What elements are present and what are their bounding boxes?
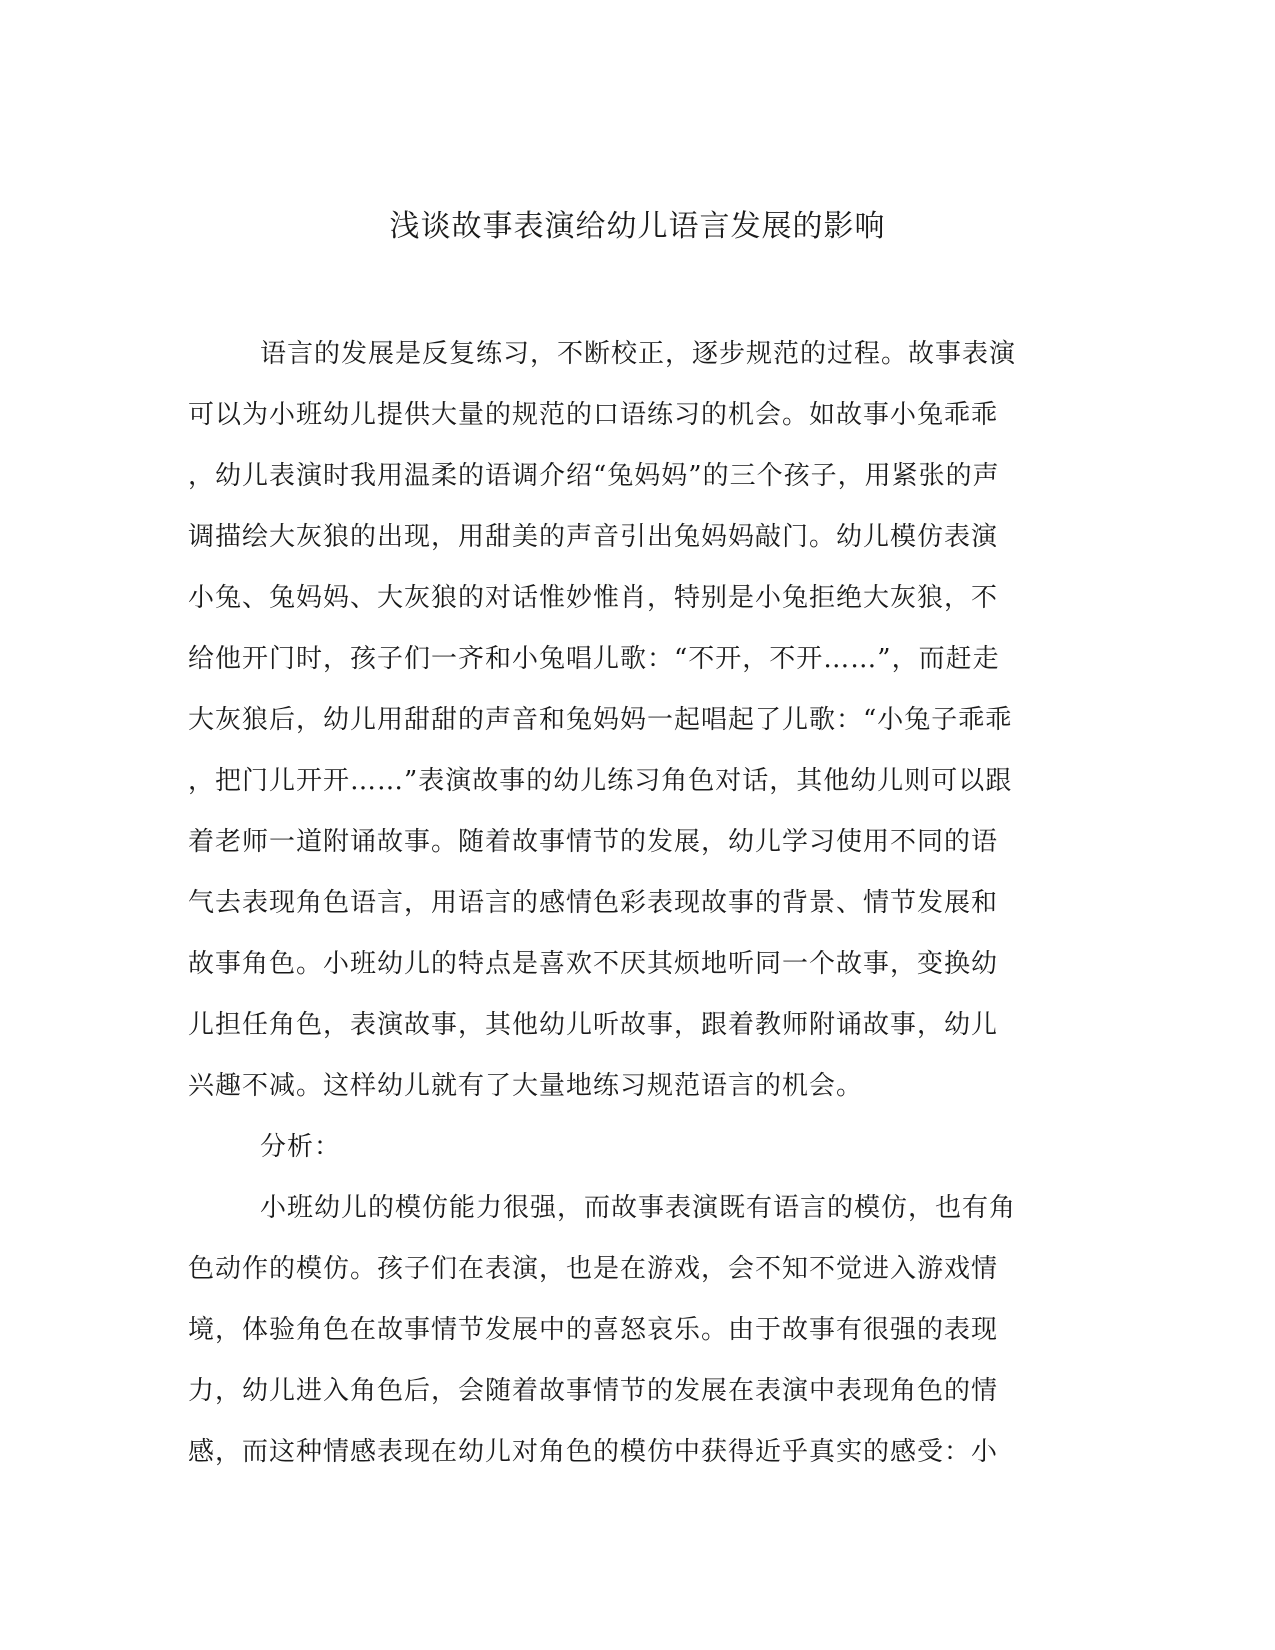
text-line: ，把门儿开开……”表演故事的幼儿练习角色对话，其他幼儿则可以跟 xyxy=(188,766,1013,796)
text-line: 兴趣不减。这样幼儿就有了大量地练习规范语言的机会。 xyxy=(188,1071,864,1101)
document-title: 浅谈故事表演给幼儿语言发展的影响 xyxy=(389,209,886,244)
text-line: 大灰狼后，幼儿用甜甜的声音和兔妈妈一起唱起了儿歌：“小兔子乖乖 xyxy=(188,705,1013,735)
text-line: 境，体验角色在故事情节发展中的喜怒哀乐。由于故事有很强的表现 xyxy=(188,1315,999,1345)
text-line: ，幼儿表演时我用温柔的语调介绍“兔妈妈”的三个孩子，用紧张的声 xyxy=(188,461,1000,491)
text-line: 感，而这种情感表现在幼儿对角色的模仿中获得近乎真实的感受：小 xyxy=(188,1437,999,1467)
text-line: 可以为小班幼儿提供大量的规范的口语练习的机会。如故事小兔乖乖 xyxy=(188,400,999,430)
text-line: 小兔、兔妈妈、大灰狼的对话惟妙惟肖，特别是小兔拒绝大灰狼，不 xyxy=(188,583,999,613)
text-line: 分析： xyxy=(260,1132,342,1162)
text-line: 着老师一道附诵故事。随着故事情节的发展，幼儿学习使用不同的语 xyxy=(188,827,999,857)
text-line: 色动作的模仿。孩子们在表演，也是在游戏，会不知不觉进入游戏情 xyxy=(188,1254,999,1284)
text-line: 力，幼儿进入角色后，会随着故事情节的发展在表演中表现角色的情 xyxy=(188,1376,999,1406)
text-line: 气去表现角色语言，用语言的感情色彩表现故事的背景、情节发展和 xyxy=(188,888,999,918)
document-body xyxy=(188,324,1078,1483)
text-line: 给他开门时，孩子们一齐和小兔唱儿歌：“不开，不开……”，而赶走 xyxy=(188,644,1000,674)
text-line: 小班幼儿的模仿能力很强，而故事表演既有语言的模仿，也有角 xyxy=(260,1193,1017,1223)
text-line: 故事角色。小班幼儿的特点是喜欢不厌其烦地听同一个故事，变换幼 xyxy=(188,949,999,979)
text-line: 调描绘大灰狼的出现，用甜美的声音引出兔妈妈敲门。幼儿模仿表演 xyxy=(188,522,999,552)
text-line: 语言的发展是反复练习，不断校正，逐步规范的过程。故事表演 xyxy=(260,339,1017,369)
text-line: 儿担任角色，表演故事，其他幼儿听故事，跟着教师附诵故事，幼儿 xyxy=(188,1010,999,1040)
